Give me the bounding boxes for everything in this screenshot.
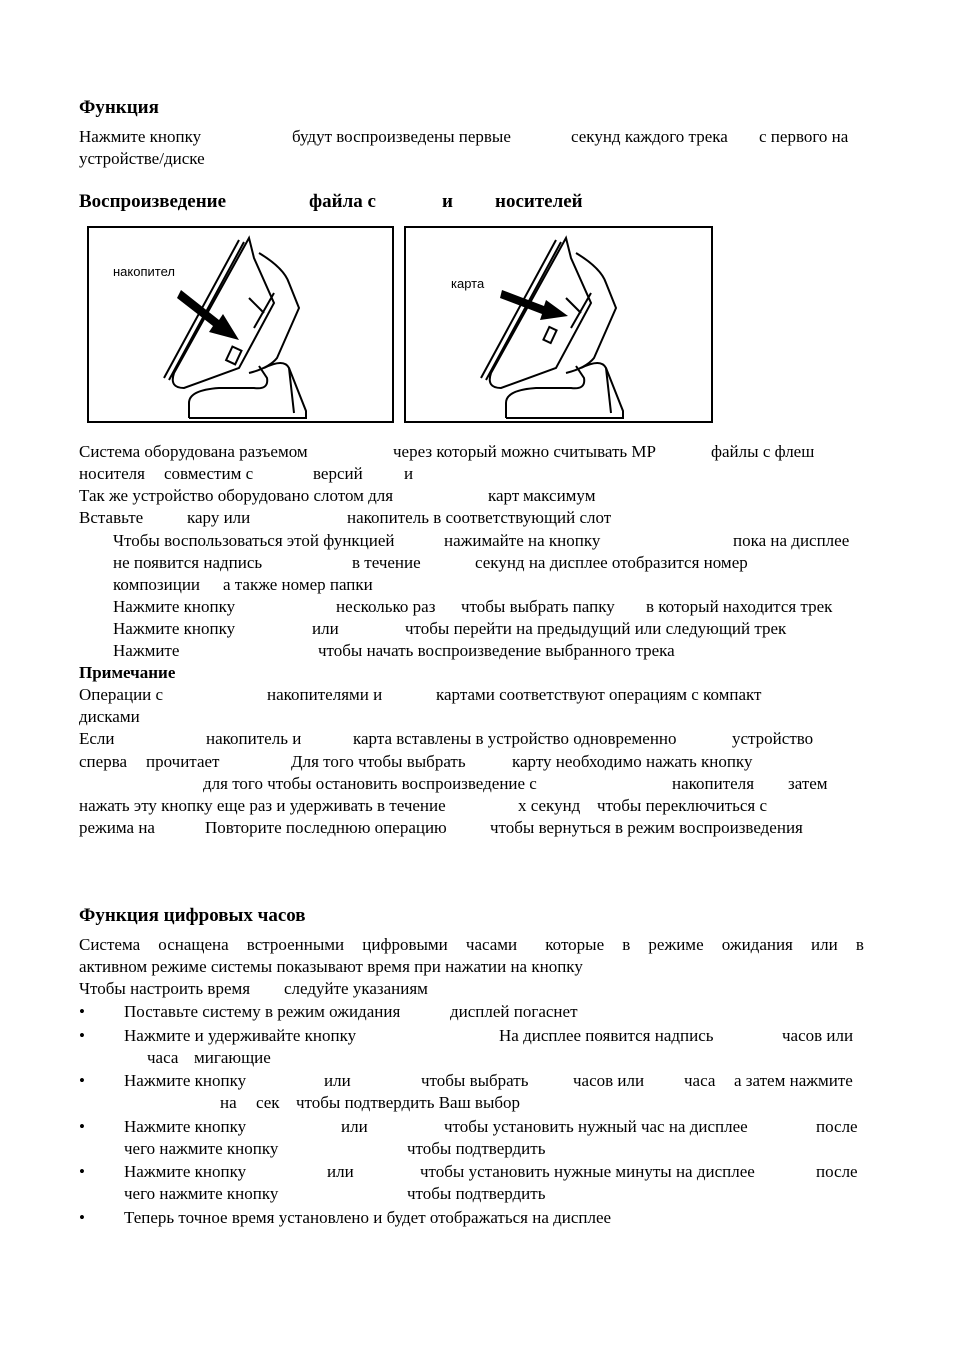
note-line-1 [79, 684, 762, 706]
s2-l2-c: версий [313, 464, 363, 483]
s2-line-4 [79, 507, 612, 529]
s2-l6-c: секунд на дисплее отобразится номер [475, 553, 748, 572]
n-l5-c: затем [788, 774, 828, 793]
b3-e: часа [684, 1071, 716, 1090]
section-title-function: Функция [79, 97, 159, 118]
s1-line-2: устройстве/диске [79, 149, 205, 168]
section-title-clock: Функция цифровых часов [79, 905, 306, 926]
n-l1-c: картами соответствуют операциям с компакт [436, 685, 762, 704]
n-l4-c: Для того чтобы выбрать [291, 752, 466, 771]
s3-i1-w4: цифровыми [362, 935, 448, 954]
s2-l8-d: в который находится трек [646, 597, 833, 616]
s2-l8-b: несколько раз [336, 597, 436, 616]
s3-intro-line-1 [79, 934, 864, 956]
note-line-7 [79, 817, 803, 839]
n-l6-a: нажать эту кнопку еще раз и удерживать в течение [79, 796, 446, 815]
b3-i: чтобы подтвердить Ваш выбор [296, 1093, 521, 1112]
note-title: Примечание [79, 663, 176, 682]
s2-l4-c: накопитель в соответствующий слот [347, 508, 612, 527]
s3-i1-w9: ожидания [721, 935, 793, 954]
s2-l5-b: нажимайте на кнопку [444, 531, 601, 550]
b3-d: часов или [573, 1071, 645, 1090]
s3-i1-w3: встроенными [246, 935, 345, 954]
b5-b: или [327, 1162, 354, 1181]
bullet-icon: • [79, 1071, 85, 1090]
bullet-5-line-1 [124, 1161, 858, 1183]
bullet-icon: • [79, 1002, 85, 1021]
b3-h: сек [256, 1093, 280, 1112]
s2-line-2 [79, 463, 414, 485]
s2-l9-a: Нажмите кнопку [113, 619, 236, 638]
s3-i1-w6: которые [545, 935, 605, 954]
s3-i1-w8: режиме [648, 935, 704, 954]
b5-d: после [816, 1162, 858, 1181]
bullet-2-line-2 [147, 1047, 271, 1069]
b2-c: часов или [782, 1026, 854, 1045]
n-l5-b: накопителя [672, 774, 755, 793]
bullet-icon: • [79, 1162, 85, 1181]
figure-label-card: карта [451, 276, 485, 291]
s3-i3-a: Чтобы настроить время [79, 979, 251, 998]
s3-i1-w1: Система [79, 935, 141, 954]
s2-l6-b: в течение [352, 553, 421, 572]
b4-c: чтобы установить нужный час на дисплее [444, 1117, 748, 1136]
b4-f: чтобы подтвердить [407, 1139, 546, 1158]
s2-line-3 [79, 485, 596, 507]
b3-g: на [220, 1093, 237, 1112]
bullet-4-line-1 [124, 1116, 858, 1138]
s3-intro-line-3 [79, 978, 428, 1000]
s2-l1-a: Система оборудована разъемом [79, 442, 308, 461]
s3-i1-w11: в [855, 935, 864, 954]
n-l3-b: накопитель и [206, 729, 302, 748]
s2-title-c: и [442, 191, 453, 212]
b4-e: чего нажмите кнопку [124, 1139, 279, 1158]
s2-l3-a: Так же устройство оборудовано слотом для [79, 486, 394, 505]
n-l6-b: х секунд [518, 796, 581, 815]
s3-i1-w10: или [811, 935, 838, 954]
figure-label-drive: накопител [113, 264, 175, 279]
s3-i1-w2: оснащена [158, 935, 229, 954]
b4-d: после [816, 1117, 858, 1136]
note-line-2: дисками [79, 707, 140, 726]
s3-i1-w5: часами [465, 935, 518, 954]
b4-a: Нажмите кнопку [124, 1117, 247, 1136]
s2-l10-b: чтобы начать воспроизведение выбранного трека [318, 641, 675, 660]
s2-title-a: Воспроизведение [79, 191, 227, 212]
s2-l1-b: через который можно считывать MP [393, 442, 657, 461]
s2-l4-a: Вставьте [79, 508, 144, 527]
bullet-6-line-1: Теперь точное время установлено и будет отображаться на дисплее [124, 1208, 612, 1227]
n-l1-b: накопителями и [267, 685, 383, 704]
s2-line-10 [113, 640, 675, 662]
s2-l3-b: карт [488, 486, 520, 505]
b3-f: а затем нажмите [734, 1071, 853, 1090]
s1-l1-a: Нажмите кнопку [79, 127, 202, 146]
b1-b: дисплей погаснет [450, 1002, 578, 1021]
s2-line-5 [113, 530, 850, 552]
s1-l1-b: будут воспроизведены первые [292, 127, 511, 146]
device-illustration-card [406, 228, 711, 421]
n-l3-a: Если [79, 729, 115, 748]
n-l3-d: устройство [732, 729, 814, 748]
b4-b: или [341, 1117, 368, 1136]
s2-line-1 [79, 441, 815, 463]
b5-e: чего нажмите кнопку [124, 1184, 279, 1203]
s1-l1-d: с первого на [759, 127, 849, 146]
n-l3-c: карта вставлены в устройство одновременно [353, 729, 677, 748]
s2-l5-c: пока на дисплее [733, 531, 850, 550]
s2-l1-c: файлы с флеш [711, 442, 815, 461]
s3-intro-line-2: активном режиме системы показывают время при нажатии на кнопку [79, 957, 583, 976]
bullet-icon: • [79, 1208, 85, 1227]
s2-l8-a: Нажмите кнопку [113, 597, 236, 616]
bullet-3-line-1 [124, 1070, 853, 1092]
n-l7-b: Повторите последнюю операцию [205, 818, 447, 837]
note-line-4 [79, 751, 753, 773]
b1-a: Поставьте систему в режим ожидания [124, 1002, 401, 1021]
b2-d: часа [147, 1048, 179, 1067]
n-l5-a: для того чтобы остановить воспроизведение с [203, 774, 537, 793]
bullet-3-line-2 [220, 1092, 521, 1114]
figure-card-insert [404, 226, 713, 423]
s2-l7-b: а также номер папки [223, 575, 373, 594]
s3-i1-w7: в [622, 935, 631, 954]
bullet-5-line-2 [124, 1183, 546, 1205]
b2-a: Нажмите и удерживайте кнопку [124, 1026, 357, 1045]
b3-c: чтобы выбрать [421, 1071, 529, 1090]
s2-line-8 [113, 596, 833, 618]
b5-c: чтобы установить нужные минуты на дисплее [420, 1162, 755, 1181]
n-l4-d: карту необходимо нажать кнопку [512, 752, 753, 771]
b3-a: Нажмите кнопку [124, 1071, 247, 1090]
s2-l2-a: носителя [79, 464, 145, 483]
figure-usb-insert [87, 226, 394, 423]
b5-f: чтобы подтвердить [407, 1184, 546, 1203]
bullet-icon: • [79, 1117, 85, 1136]
s3-i3-b: следуйте указаниям [284, 979, 428, 998]
s1-line-1 [79, 126, 849, 148]
s2-l8-c: чтобы выбрать папку [461, 597, 615, 616]
s2-l3-c: максимум [523, 486, 596, 505]
note-line-6 [79, 795, 768, 817]
s2-l4-b: кару или [187, 508, 251, 527]
bullet-1-line-1 [124, 1001, 578, 1023]
s2-l2-b: совместим с [164, 464, 254, 483]
section-title-playback [79, 190, 583, 214]
s2-l9-c: чтобы перейти на предыдущий или следующий трек [405, 619, 787, 638]
n-l7-c: чтобы вернуться в режим воспроизведения [490, 818, 803, 837]
n-l4-b: прочитает [146, 752, 220, 771]
n-l7-a: режима на [79, 818, 155, 837]
bullet-4-line-2 [124, 1138, 546, 1160]
s2-l9-b: или [312, 619, 339, 638]
n-l6-c: чтобы переключиться с [597, 796, 768, 815]
s2-l5-a: Чтобы воспользоваться этой функцией [113, 531, 395, 550]
note-line-3 [79, 728, 814, 750]
n-l1-a: Операции с [79, 685, 164, 704]
s2-line-7 [113, 574, 373, 596]
s1-l1-c: секунд каждого трека [571, 127, 728, 146]
s2-line-9 [113, 618, 787, 640]
n-l4-a: сперва [79, 752, 128, 771]
b2-b: На дисплее появится надпись [499, 1026, 714, 1045]
b3-b: или [324, 1071, 351, 1090]
s2-line-6 [113, 552, 748, 574]
bullet-icon: • [79, 1026, 85, 1045]
b5-a: Нажмите кнопку [124, 1162, 247, 1181]
s2-l2-d: и [404, 464, 414, 483]
device-illustration-usb [89, 228, 392, 421]
s2-title-b: файла с [309, 191, 376, 212]
b2-e: мигающие [194, 1048, 271, 1067]
s2-l10-a: Нажмите [113, 641, 180, 660]
s2-l6-a: не появится надпись [113, 553, 263, 572]
note-line-5 [203, 773, 828, 795]
s2-title-d: носителей [495, 191, 583, 212]
s2-l7-a: композиции [113, 575, 201, 594]
bullet-2-line-1 [124, 1025, 854, 1047]
